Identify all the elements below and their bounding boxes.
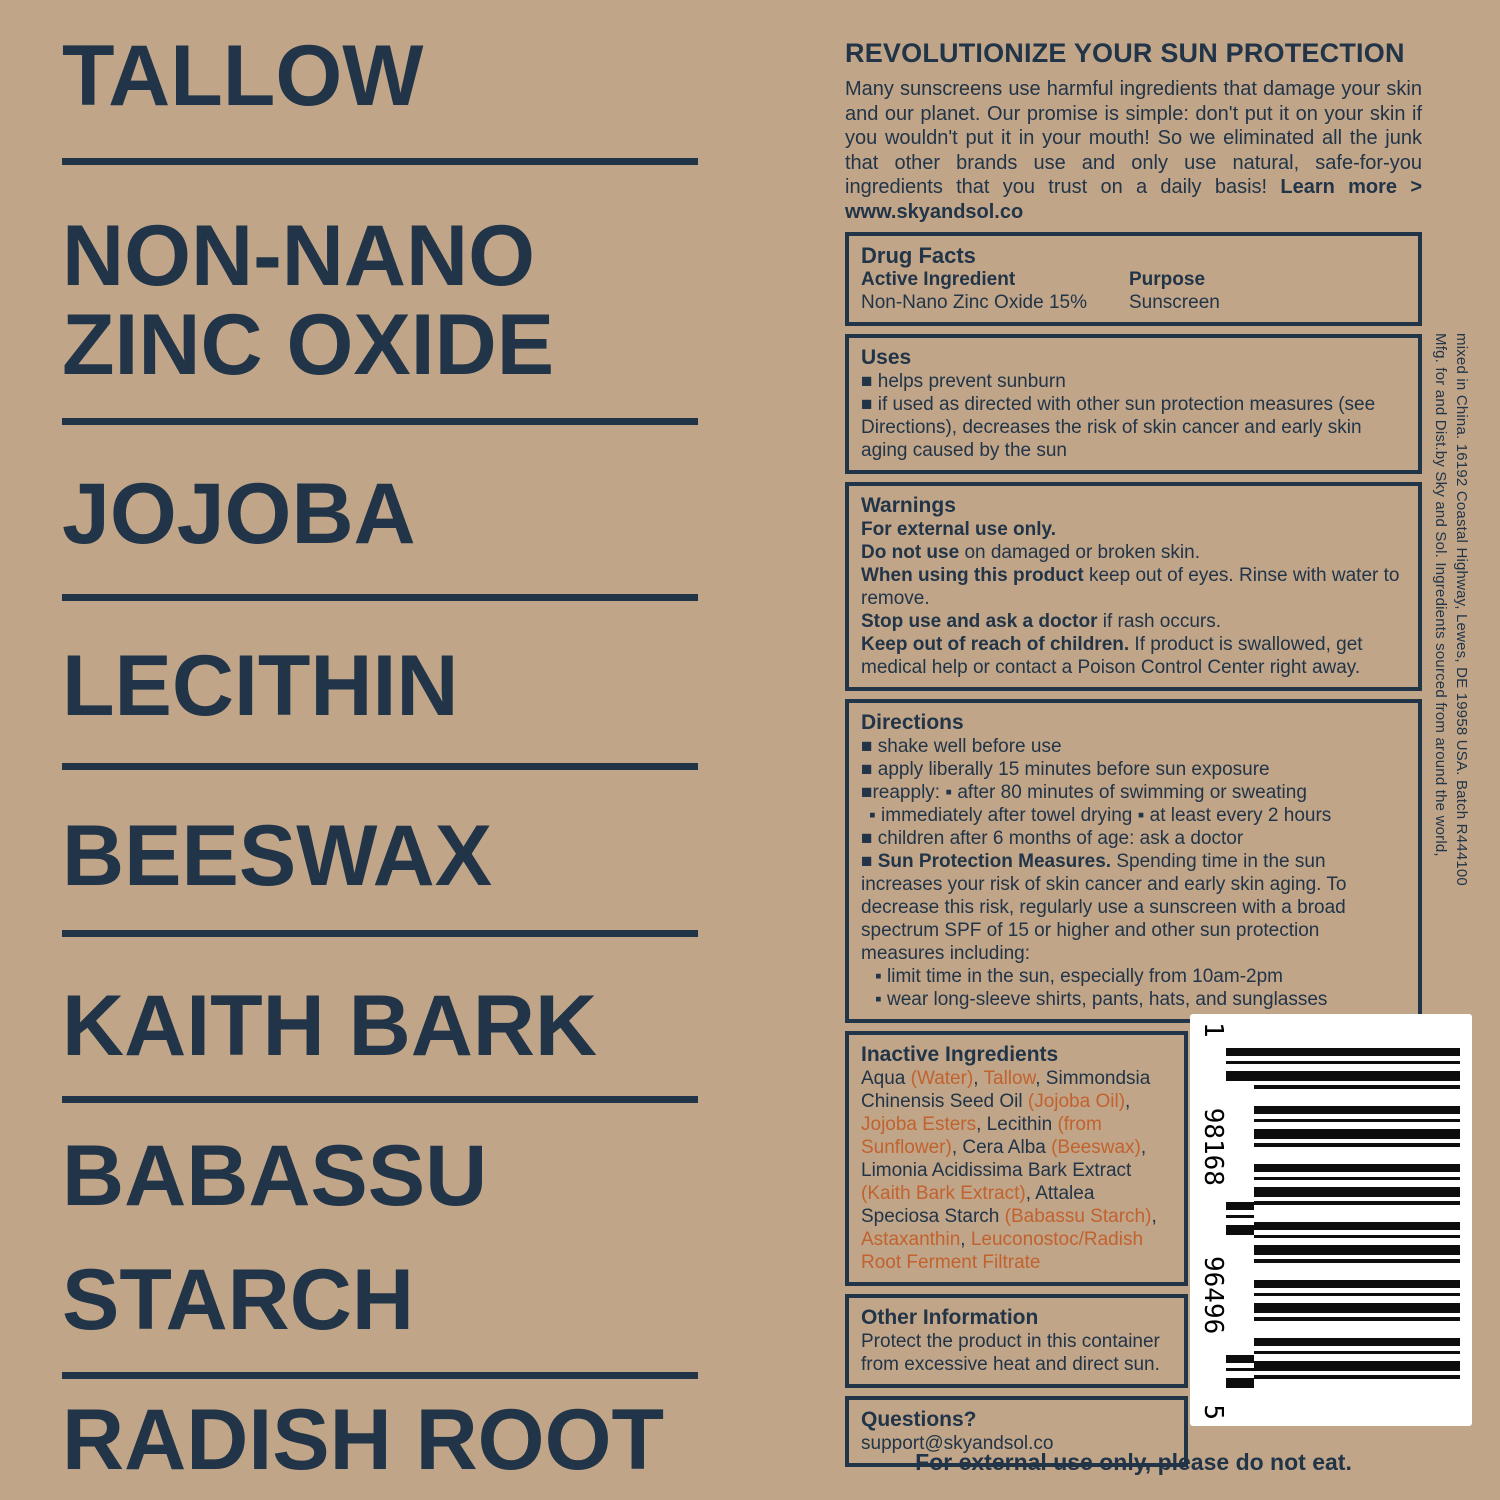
ingredient-word-kaith-bark: KAITH BARK xyxy=(62,978,598,1074)
warning-line xyxy=(861,564,1406,610)
ingredient-word-babassu: BABASSU xyxy=(62,1128,488,1224)
purpose-column xyxy=(1129,268,1406,314)
uses-bullet: ■ helps prevent sunburn xyxy=(861,371,1066,392)
manufacturer-side-text xyxy=(1430,333,1472,1005)
ingredient-word-lecithin: LECITHIN xyxy=(62,638,459,734)
barcode-guard-bars xyxy=(1226,1202,1254,1239)
ingredient-word-beeswax: BEESWAX xyxy=(62,808,493,904)
divider-line xyxy=(62,594,698,601)
active-ingredient-label: Active Ingredient xyxy=(861,269,1016,290)
ingredient-segment: , xyxy=(973,1068,984,1089)
ingredient-segment: , xyxy=(1125,1091,1131,1112)
ingredient-word-jojoba: JOJOBA xyxy=(62,466,416,562)
directions-title: Directions xyxy=(861,711,964,734)
ingredient-segment: Tallow xyxy=(983,1068,1036,1089)
divider-line xyxy=(62,930,698,937)
uses-title: Uses xyxy=(861,346,912,369)
ingredient-segment: Aqua xyxy=(861,1068,911,1089)
drug-facts-title: Drug Facts xyxy=(861,243,976,268)
barcode-digit-group: 1 xyxy=(1198,1022,1228,1038)
warning-rest: if rash occurs. xyxy=(1097,611,1222,632)
active-ingredient-value: Non-Nano Zinc Oxide 15% xyxy=(861,292,1087,313)
ingredient-segment: (Jojoba Oil) xyxy=(1027,1091,1126,1112)
warnings-box xyxy=(845,482,1422,691)
warning-rest: keep out of eyes. Rinse with water to remove. xyxy=(861,565,1400,609)
ingredient-segment: (Kaith Bark Extract) xyxy=(861,1183,1026,1204)
warning-rest: If product is swallowed, get medical help or contact a Poison Control Center right away. xyxy=(861,634,1363,678)
questions-email: support@skyandsol.co xyxy=(861,1433,1054,1454)
drug-facts-columns xyxy=(861,268,1406,314)
ingredient-segment: Jojoba Esters xyxy=(861,1114,977,1135)
ingredient-segment: (from Sunflower) xyxy=(861,1114,1102,1158)
divider-line xyxy=(62,1096,698,1103)
divider-line xyxy=(62,1372,698,1379)
ingredient-segment: Astaxanthin xyxy=(861,1229,961,1250)
ingredient-segment: , Lecithin xyxy=(976,1114,1058,1135)
ingredient-word-starch: STARCH xyxy=(62,1252,414,1348)
barcode-digit-group: 96496 xyxy=(1198,1256,1228,1335)
warning-bold: Do not use xyxy=(861,542,960,563)
directions-sub-bullet: ▪ immediately after towel drying ▪ at least every 2 hours xyxy=(869,805,1332,826)
inactive-ingredients-box xyxy=(845,1031,1188,1286)
divider-line xyxy=(62,763,698,770)
barcode-digit-group: 5 xyxy=(1198,1404,1228,1420)
uses-box xyxy=(845,334,1422,474)
footer-warning: For external use only, please do not eat. xyxy=(915,1449,1352,1475)
purpose-value: Sunscreen xyxy=(1129,292,1220,313)
ingredient-word-non-nano: NON-NANO xyxy=(62,208,535,304)
barcode xyxy=(1190,1014,1472,1426)
warning-bold: When using this product xyxy=(861,565,1084,586)
ingredient-segment: , Attalea Speciosa Starch xyxy=(861,1183,1095,1227)
other-information-box xyxy=(845,1294,1188,1388)
ingredient-segment: , xyxy=(960,1229,971,1250)
directions-bullet: ■reapply: ▪ after 80 minutes of swimming or sweating xyxy=(861,782,1307,803)
warnings-title: Warnings xyxy=(861,494,956,517)
intro-paragraph xyxy=(845,77,1422,224)
other-information-body: Protect the product in this container from excessive heat and direct sun. xyxy=(861,1331,1160,1375)
warning-line xyxy=(861,633,1406,679)
barcode-digit-group: 98168 xyxy=(1198,1107,1228,1186)
manufacturer-line: Mfg. for and Dist.by Sky and Sol. Ingredients sourced from around the world, xyxy=(1432,333,1449,857)
barcode-digits xyxy=(1198,1022,1228,1420)
barcode-bars xyxy=(1254,1048,1460,1392)
warning-bold: Keep out of reach of children. xyxy=(861,634,1130,655)
inactive-ingredients-title: Inactive Ingredients xyxy=(861,1043,1059,1066)
intro-cta: Learn more > www.skyandsol.co xyxy=(845,176,1422,223)
directions-box xyxy=(845,699,1422,1023)
directions-sub-bullet: ▪ wear long-sleeve shirts, pants, hats, and sunglasses xyxy=(875,989,1328,1010)
directions-bullet xyxy=(861,850,1406,965)
intro-body: Many sunscreens use harmful ingredients that damage your skin and our planet. Our promise is simple: don't put it on your skin if you wouldn't put it in your mouth! So we eliminated all the junk that other brands use and only use natural, safe-for-you ingredients that you trust on a daily basis! xyxy=(845,78,1422,198)
ingredient-segment: (Water) xyxy=(910,1068,974,1089)
drug-facts-box xyxy=(845,232,1422,326)
warning-bold: For external use only. xyxy=(861,519,1056,540)
barcode-guard-bars xyxy=(1226,1048,1254,1085)
divider-line xyxy=(62,158,698,165)
ingredient-segment: (Beeswax) xyxy=(1051,1137,1141,1158)
warning-line xyxy=(861,518,1406,541)
warning-line xyxy=(861,541,1406,564)
purpose-label: Purpose xyxy=(1129,269,1206,290)
ingredient-segment: Leuconostoc/Radish Root Ferment Filtrate xyxy=(861,1229,1144,1273)
directions-bullet: ■ apply liberally 15 minutes before sun exposure xyxy=(861,759,1270,780)
barcode-guard-bars xyxy=(1226,1355,1254,1392)
inactive-ingredients-text xyxy=(861,1067,1172,1274)
active-ingredient-column xyxy=(861,268,1129,314)
ingredient-word-radish-root: RADISH ROOT xyxy=(62,1392,664,1488)
directions-sub-bullet: ▪ limit time in the sun, especially from 10am-2pm xyxy=(875,966,1283,987)
ingredient-word-tallow: TALLOW xyxy=(62,28,424,124)
ingredient-word-zinc-oxide: ZINC OXIDE xyxy=(62,297,555,393)
warning-rest: on damaged or broken skin. xyxy=(959,542,1200,563)
other-information-title: Other Information xyxy=(861,1306,1039,1329)
headline: REVOLUTIONIZE YOUR SUN PROTECTION xyxy=(845,38,1405,68)
warning-bold: Stop use and ask a doctor xyxy=(861,611,1098,632)
directions-bullet: ■ children after 6 months of age: ask a doctor xyxy=(861,828,1244,849)
questions-title: Questions? xyxy=(861,1408,977,1431)
warning-line xyxy=(861,610,1406,633)
ingredient-segment: (Babassu Starch) xyxy=(1004,1206,1152,1227)
manufacturer-line: mixed in China. 16192 Coastal Highway, Lewes, DE 19958 USA. Batch R444100 xyxy=(1453,333,1470,886)
ingredient-segment: , Limonia Acidissima Bark Extract xyxy=(861,1137,1147,1181)
ingredient-segment: , xyxy=(1151,1206,1157,1227)
directions-bullet: ■ shake well before use xyxy=(861,736,1062,757)
ingredient-segment: , Simmondsia Chinensis Seed Oil xyxy=(861,1068,1151,1112)
uses-bullet: ■ if used as directed with other sun protection measures (see Directions), decreases the risk of skin cancer and early skin aging caused by the sun xyxy=(861,394,1376,461)
divider-line xyxy=(62,418,698,425)
directions-bold: ■ Sun Protection Measures. xyxy=(861,851,1112,872)
directions-rest: Spending time in the sun increases your risk of skin cancer and early skin aging. To decrease this risk, regularly use a sunscreen with a broad spectrum SPF of 15 or higher and other sun protection measures including: xyxy=(861,851,1347,964)
ingredient-segment: , Cera Alba xyxy=(951,1137,1052,1158)
